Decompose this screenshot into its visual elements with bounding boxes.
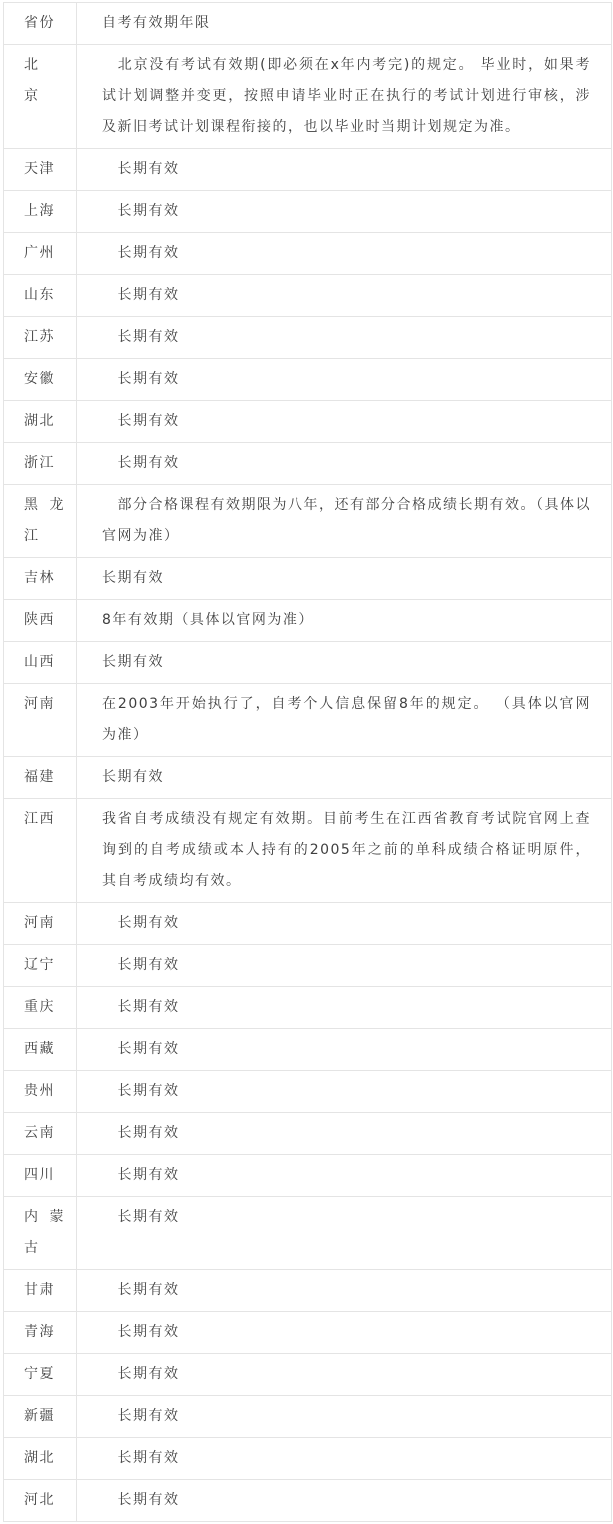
table-row [4, 903, 612, 945]
province-cell: 贵州 [4, 1071, 77, 1113]
validity-cell: 长期有效 [77, 401, 612, 443]
table-row [4, 149, 612, 191]
validity-cell: 长期有效 [77, 1312, 612, 1354]
province-cell: 河南 [4, 903, 77, 945]
validity-cell: 长期有效 [77, 233, 612, 275]
validity-cell: 长期有效 [77, 558, 612, 600]
province-cell: 上海 [4, 191, 77, 233]
table-row [4, 757, 612, 799]
table-row [4, 642, 612, 684]
province-cell: 安徽 [4, 359, 77, 401]
table-row [4, 45, 612, 149]
validity-cell: 长期有效 [77, 1270, 612, 1312]
validity-cell: 长期有效 [77, 1197, 612, 1270]
province-cell: 内蒙古 [4, 1197, 77, 1270]
table-row [4, 945, 612, 987]
province-cell: 重庆 [4, 987, 77, 1029]
table-row [4, 1270, 612, 1312]
province-cell: 湖北 [4, 401, 77, 443]
province-cell: 广州 [4, 233, 77, 275]
table-row [4, 1113, 612, 1155]
table-row [4, 1438, 612, 1480]
table-row [4, 1155, 612, 1197]
table-row [4, 401, 612, 443]
table-row [4, 987, 612, 1029]
table-row [4, 1312, 612, 1354]
province-cell: 黑龙江 [4, 485, 77, 558]
validity-cell: 长期有效 [77, 1396, 612, 1438]
validity-cell: 长期有效 [77, 903, 612, 945]
province-cell: 吉林 [4, 558, 77, 600]
province-cell: 北 京 [4, 45, 77, 149]
validity-cell: 长期有效 [77, 757, 612, 799]
table-row [4, 1354, 612, 1396]
table-header-row [4, 3, 612, 45]
table-row [4, 600, 612, 642]
table-row [4, 1480, 612, 1522]
table-row [4, 1197, 612, 1270]
province-cell: 浙江 [4, 443, 77, 485]
province-cell: 新疆 [4, 1396, 77, 1438]
province-cell: 福建 [4, 757, 77, 799]
table-row [4, 359, 612, 401]
table-row [4, 799, 612, 903]
table-row [4, 1071, 612, 1113]
validity-cell: 长期有效 [77, 1354, 612, 1396]
province-cell: 河南 [4, 684, 77, 757]
province-cell: 四川 [4, 1155, 77, 1197]
validity-cell: 长期有效 [77, 1029, 612, 1071]
province-cell: 西藏 [4, 1029, 77, 1071]
table-row [4, 275, 612, 317]
validity-cell: 长期有效 [77, 443, 612, 485]
validity-cell: 长期有效 [77, 1113, 612, 1155]
table-row [4, 1396, 612, 1438]
validity-cell: 长期有效 [77, 1071, 612, 1113]
validity-cell: 长期有效 [77, 1155, 612, 1197]
province-cell: 山东 [4, 275, 77, 317]
province-cell: 甘肃 [4, 1270, 77, 1312]
table-row [4, 233, 612, 275]
province-cell: 江苏 [4, 317, 77, 359]
province-cell: 辽宁 [4, 945, 77, 987]
province-cell: 云南 [4, 1113, 77, 1155]
province-cell: 青海 [4, 1312, 77, 1354]
province-cell: 天津 [4, 149, 77, 191]
table-row [4, 1029, 612, 1071]
validity-cell: 长期有效 [77, 359, 612, 401]
validity-cell: 长期有效 [77, 149, 612, 191]
table-row [4, 684, 612, 757]
validity-cell: 长期有效 [77, 1438, 612, 1480]
validity-cell: 长期有效 [77, 987, 612, 1029]
validity-cell: 长期有效 [77, 1480, 612, 1522]
province-cell: 江西 [4, 799, 77, 903]
province-cell: 湖北 [4, 1438, 77, 1480]
province-cell: 陕西 [4, 600, 77, 642]
table-row [4, 191, 612, 233]
validity-cell: 北京没有考试有效期(即必须在x年内考完)的规定。 毕业时，如果考试计划调整并变更，按照申请毕业时正在执行的考试计划进行审核，涉及新旧考试计划课程衔接的，也以毕业时当期计划规定为准。 [77, 45, 612, 149]
province-cell: 河北 [4, 1480, 77, 1522]
validity-cell: 部分合格课程有效期限为八年，还有部分合格成绩长期有效。（具体以官网为准） [77, 485, 612, 558]
column-header-validity: 自考有效期年限 [77, 3, 612, 45]
validity-cell: 长期有效 [77, 945, 612, 987]
table-row [4, 485, 612, 558]
column-header-province: 省份 [4, 3, 77, 45]
validity-cell: 8年有效期（具体以官网为准） [77, 600, 612, 642]
validity-cell: 长期有效 [77, 642, 612, 684]
validity-cell: 在2003年开始执行了，自考个人信息保留8年的规定。 （具体以官网为准） [77, 684, 612, 757]
table-row [4, 443, 612, 485]
validity-cell: 长期有效 [77, 317, 612, 359]
table-row [4, 317, 612, 359]
validity-cell: 我省自考成绩没有规定有效期。目前考生在江西省教育考试院官网上查询到的自考成绩或本人持有的2005年之前的单科成绩合格证明原件，其自考成绩均有效。 [77, 799, 612, 903]
table-row [4, 558, 612, 600]
validity-cell: 长期有效 [77, 191, 612, 233]
province-cell: 山西 [4, 642, 77, 684]
validity-cell: 长期有效 [77, 275, 612, 317]
province-cell: 宁夏 [4, 1354, 77, 1396]
exam-validity-table [3, 2, 612, 1522]
